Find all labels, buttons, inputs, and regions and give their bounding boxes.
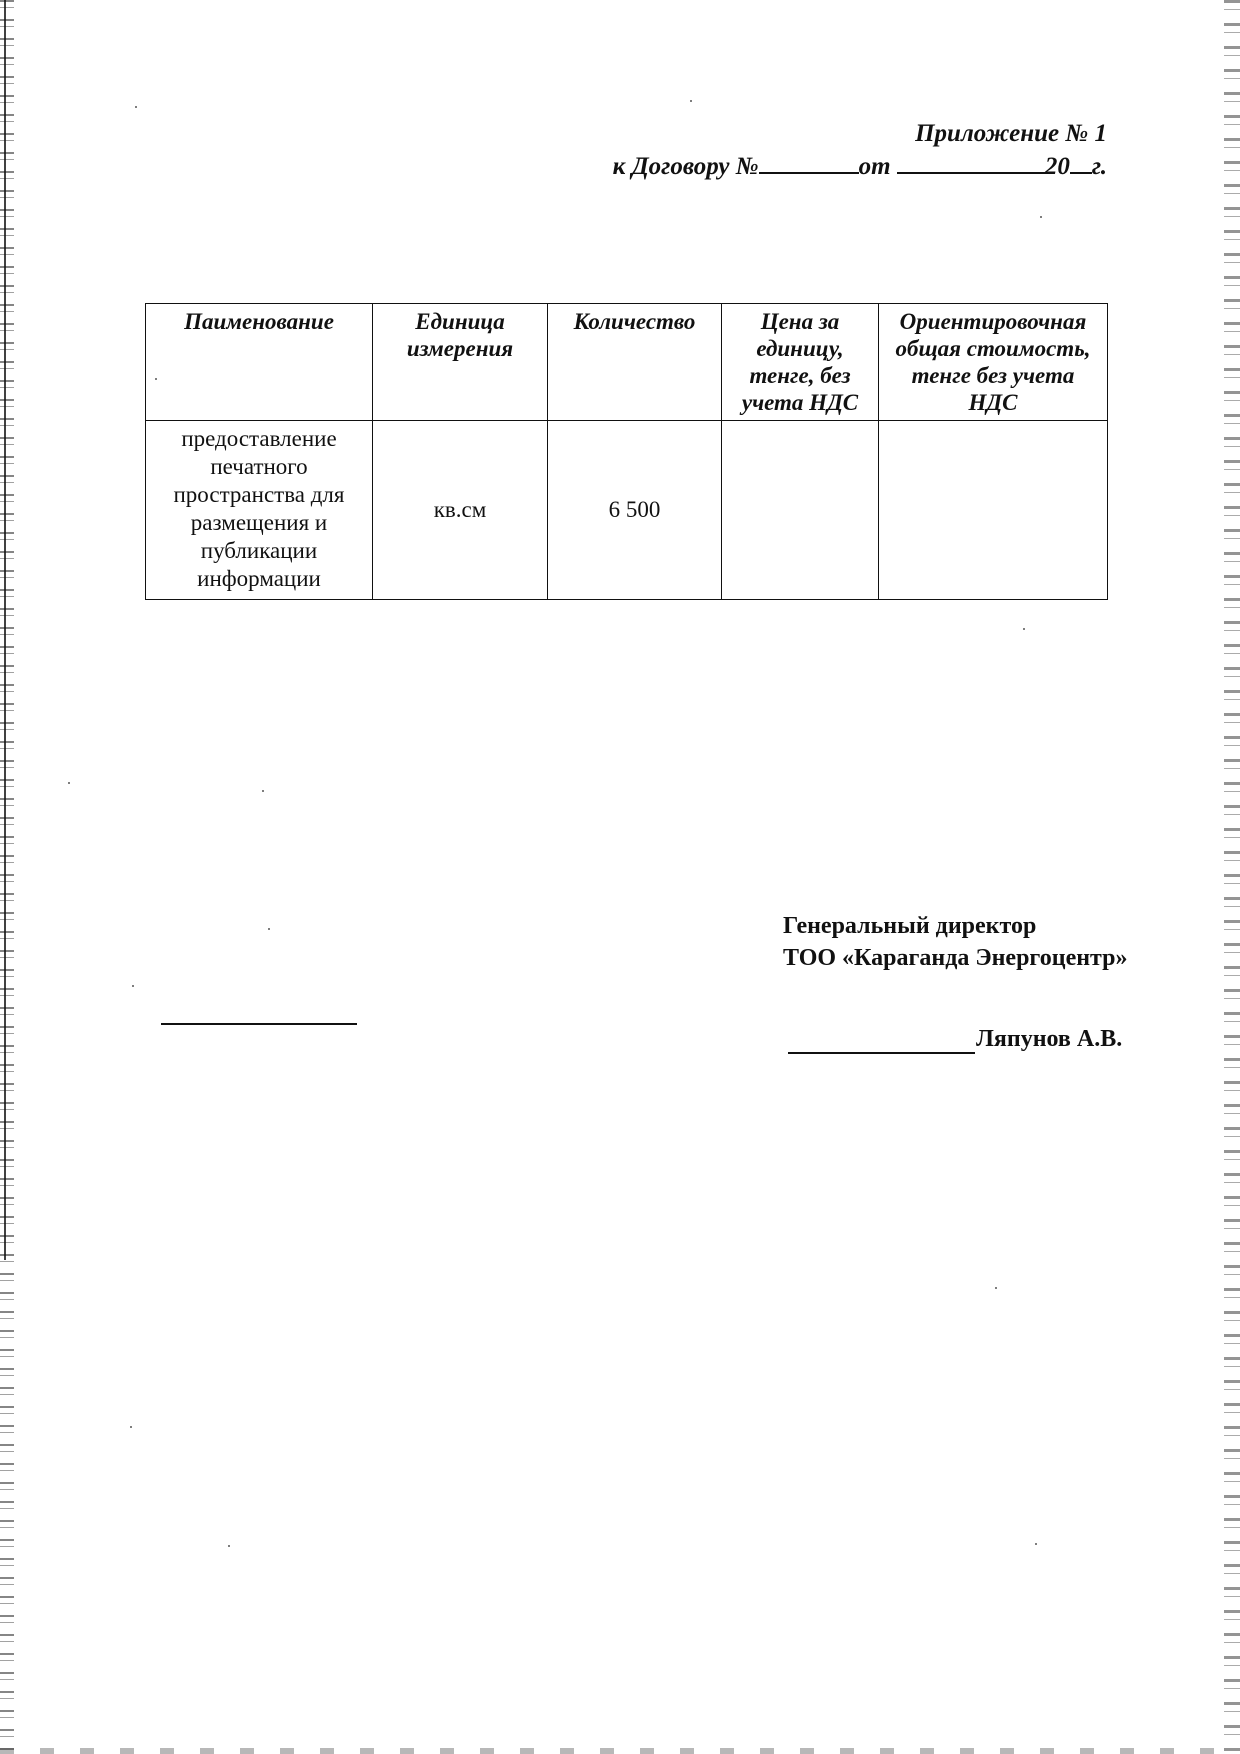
contract-date-blank [897,150,1045,174]
column-header-total: Ориентировочная общая стоимость, тенге без учета НДС [879,304,1108,421]
column-header-unit-price: Цена за единицу, тенге, без учета НДС [722,304,879,421]
scan-edge-right [1224,0,1240,1754]
column-header-name: Паименование [146,304,373,421]
scan-speck [268,928,270,930]
contract-prefix: к Договору № [612,153,759,180]
specification-table [145,303,1108,600]
cell-unit: кв.см [373,421,548,600]
signature-line-left [161,1023,357,1025]
scan-edge-left [0,0,14,1754]
scan-speck [995,1287,997,1289]
contract-reference [613,150,1107,183]
contract-from: от [858,153,891,180]
table-row [146,421,1108,600]
contract-year-blank [1070,150,1092,174]
table-header-row [146,304,1108,421]
scan-speck [130,1426,132,1428]
signatory-name: Ляпунов А.В. [976,1026,1123,1052]
scan-speck [228,1545,230,1547]
scan-speck [135,106,137,108]
scan-speck [262,790,264,792]
scan-speck [690,100,692,102]
cell-unit-price [722,421,879,600]
scan-edge-left-line [4,0,6,1260]
scan-edge-bottom [0,1748,1240,1754]
signatory-company: ТОО «Караганда Энергоцентр» [783,945,1128,971]
scan-speck [68,782,70,784]
signature-line-right [788,1052,975,1054]
cell-name: предоставление печатного пространства для размещения и публикации информации [146,421,373,600]
scan-speck [132,985,134,987]
cell-quantity: 6 500 [548,421,722,600]
contract-number-blank [759,150,859,174]
column-header-unit: Единица измерения [373,304,548,421]
signature-block [783,910,1127,974]
contract-year-prefix: 20 [1044,153,1070,180]
signatory-position: Генеральный директор [783,913,1037,939]
scan-speck [1035,1543,1037,1545]
scan-speck [155,378,157,380]
appendix-title: Приложение № 1 [915,120,1107,147]
appendix-header [613,118,1107,183]
contract-year-suffix: г. [1091,153,1107,180]
cell-total [879,421,1108,600]
scan-speck [1040,216,1042,218]
scan-speck [1023,628,1025,630]
column-header-quantity: Количество [548,304,722,421]
